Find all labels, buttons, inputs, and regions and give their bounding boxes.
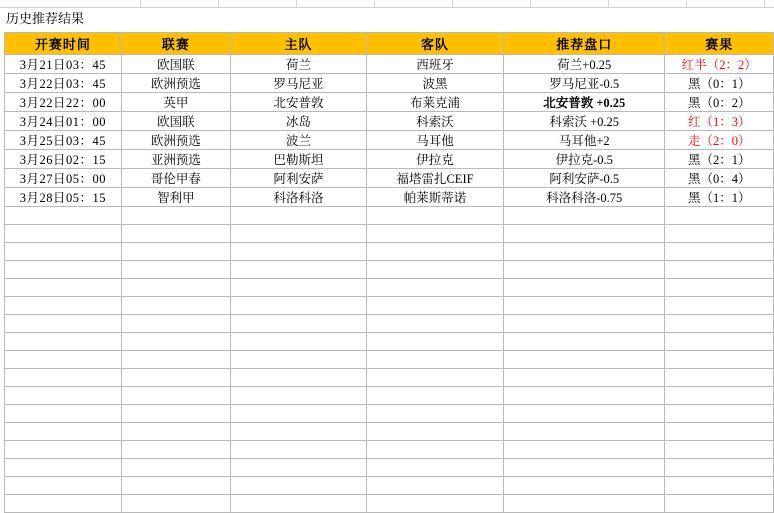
cell-empty[interactable] xyxy=(5,405,122,423)
cell-empty[interactable] xyxy=(366,243,503,261)
cell-empty[interactable] xyxy=(121,441,230,459)
cell-empty[interactable] xyxy=(121,423,230,441)
cell-empty[interactable] xyxy=(665,261,774,279)
column-header-time: 开赛时间 xyxy=(5,33,122,55)
cell-empty[interactable] xyxy=(230,441,366,459)
cell-empty[interactable] xyxy=(504,243,665,261)
cell-home-team[interactable]: 北安普敦 xyxy=(230,93,366,112)
cell-away-team[interactable]: 伊拉克 xyxy=(366,150,503,169)
cell-empty[interactable] xyxy=(5,351,122,369)
cell-empty[interactable] xyxy=(121,459,230,477)
table-row[interactable] xyxy=(5,55,774,74)
column-separator xyxy=(218,0,219,7)
cell-home-team[interactable]: 荷兰 xyxy=(230,55,366,74)
cell-empty[interactable] xyxy=(366,315,503,333)
cell-empty[interactable] xyxy=(230,405,366,423)
cell-empty[interactable] xyxy=(5,495,122,513)
cell-empty[interactable] xyxy=(121,333,230,351)
cell-empty[interactable] xyxy=(5,387,122,405)
cell-empty[interactable] xyxy=(665,405,774,423)
cell-empty[interactable] xyxy=(665,441,774,459)
cell-result[interactable]: 黑（2：1） xyxy=(665,150,774,169)
cell-league[interactable]: 英甲 xyxy=(121,93,230,112)
cell-recommendation[interactable]: 伊拉克-0.5 xyxy=(504,150,665,169)
column-separator xyxy=(374,0,375,7)
cell-empty[interactable] xyxy=(504,405,665,423)
cell-empty[interactable] xyxy=(665,225,774,243)
cell-result[interactable]: 黑（0：4） xyxy=(665,169,774,188)
cell-empty[interactable] xyxy=(121,315,230,333)
cell-empty[interactable] xyxy=(366,387,503,405)
cell-home-team[interactable]: 科洛科洛 xyxy=(230,188,366,207)
cell-empty[interactable] xyxy=(121,243,230,261)
cell-away-team[interactable]: 波黑 xyxy=(366,74,503,93)
cell-empty[interactable] xyxy=(230,495,366,513)
cell-empty[interactable] xyxy=(121,387,230,405)
cell-empty[interactable] xyxy=(121,297,230,315)
cell-empty[interactable] xyxy=(665,387,774,405)
table-row-empty[interactable] xyxy=(5,459,774,477)
cell-empty[interactable] xyxy=(230,423,366,441)
cell-empty[interactable] xyxy=(504,423,665,441)
cell-result[interactable]: 黑（0：1） xyxy=(665,74,774,93)
cell-league[interactable]: 欧洲预选 xyxy=(121,131,230,150)
cell-empty[interactable] xyxy=(504,441,665,459)
cell-empty[interactable] xyxy=(665,459,774,477)
cell-empty[interactable] xyxy=(5,369,122,387)
cell-empty[interactable] xyxy=(665,423,774,441)
cell-result[interactable]: 黑（0：2） xyxy=(665,93,774,112)
cell-recommendation[interactable]: 马耳他+2 xyxy=(504,131,665,150)
cell-time[interactable]: 3月22日03：45 xyxy=(5,74,122,93)
cell-league[interactable]: 欧国联 xyxy=(121,55,230,74)
table-row-empty[interactable] xyxy=(5,477,774,495)
cell-empty[interactable] xyxy=(230,207,366,225)
cell-empty[interactable] xyxy=(504,315,665,333)
cell-empty[interactable] xyxy=(5,261,122,279)
cell-empty[interactable] xyxy=(5,477,122,495)
table-row-empty[interactable] xyxy=(5,279,774,297)
table-row-empty[interactable] xyxy=(5,441,774,459)
column-header-away-team: 客队 xyxy=(366,33,503,55)
page-title: 历史推荐结果 xyxy=(6,11,85,26)
cell-empty[interactable] xyxy=(230,477,366,495)
cell-time[interactable]: 3月27日05：00 xyxy=(5,169,122,188)
cell-recommendation[interactable]: 北安普敦 +0.25 xyxy=(504,93,665,112)
table-row-empty[interactable] xyxy=(5,225,774,243)
cell-empty[interactable] xyxy=(230,333,366,351)
cell-empty[interactable] xyxy=(5,243,122,261)
table-row-empty[interactable] xyxy=(5,495,774,513)
cell-empty[interactable] xyxy=(230,225,366,243)
history-results-table xyxy=(4,32,774,513)
cell-empty[interactable] xyxy=(5,207,122,225)
column-separator xyxy=(608,0,609,7)
column-separator xyxy=(530,0,531,7)
table-body xyxy=(5,55,774,513)
cell-time[interactable]: 3月24日01：00 xyxy=(5,112,122,131)
cell-result[interactable]: 走（2：0） xyxy=(665,131,774,150)
cell-empty[interactable] xyxy=(504,477,665,495)
cell-empty[interactable] xyxy=(665,297,774,315)
cell-time[interactable]: 3月25日03：45 xyxy=(5,131,122,150)
cell-empty[interactable] xyxy=(121,477,230,495)
column-header-home-team: 主队 xyxy=(230,33,366,55)
cell-empty[interactable] xyxy=(504,351,665,369)
cell-empty[interactable] xyxy=(665,315,774,333)
cell-empty[interactable] xyxy=(230,279,366,297)
cell-empty[interactable] xyxy=(230,297,366,315)
cell-empty[interactable] xyxy=(121,279,230,297)
cell-empty[interactable] xyxy=(504,369,665,387)
spreadsheet-area xyxy=(0,32,774,513)
cell-empty[interactable] xyxy=(5,297,122,315)
table-row[interactable] xyxy=(5,188,774,207)
cell-empty[interactable] xyxy=(366,261,503,279)
cell-empty[interactable] xyxy=(504,495,665,513)
cell-home-team[interactable]: 阿利安萨 xyxy=(230,169,366,188)
cell-empty[interactable] xyxy=(121,369,230,387)
cell-empty[interactable] xyxy=(121,495,230,513)
cell-empty[interactable] xyxy=(366,477,503,495)
cell-empty[interactable] xyxy=(121,207,230,225)
cell-empty[interactable] xyxy=(230,351,366,369)
cell-away-team[interactable]: 西班牙 xyxy=(366,55,503,74)
table-row-empty[interactable] xyxy=(5,297,774,315)
cell-empty[interactable] xyxy=(366,225,503,243)
cell-away-team[interactable]: 科索沃 xyxy=(366,112,503,131)
cell-empty[interactable] xyxy=(504,207,665,225)
table-row-empty[interactable] xyxy=(5,387,774,405)
column-header-result: 赛果 xyxy=(665,33,774,55)
cell-empty[interactable] xyxy=(121,405,230,423)
cell-recommendation[interactable]: 荷兰+0.25 xyxy=(504,55,665,74)
table-row[interactable] xyxy=(5,131,774,150)
column-separator xyxy=(452,0,453,7)
cell-empty[interactable] xyxy=(665,243,774,261)
cell-empty[interactable] xyxy=(665,495,774,513)
cell-empty[interactable] xyxy=(366,279,503,297)
cell-league[interactable]: 哥伦甲春 xyxy=(121,169,230,188)
column-header-league: 联赛 xyxy=(121,33,230,55)
cell-recommendation[interactable]: 科洛科洛-0.75 xyxy=(504,188,665,207)
cell-empty[interactable] xyxy=(121,351,230,369)
cell-time[interactable]: 3月26日02：15 xyxy=(5,150,122,169)
table-row[interactable] xyxy=(5,169,774,188)
column-separator xyxy=(686,0,687,7)
cell-empty[interactable] xyxy=(366,441,503,459)
cell-empty[interactable] xyxy=(230,315,366,333)
cell-empty[interactable] xyxy=(504,279,665,297)
cell-empty[interactable] xyxy=(5,315,122,333)
cell-empty[interactable] xyxy=(366,207,503,225)
cell-away-team[interactable]: 布莱克浦 xyxy=(366,93,503,112)
cell-empty[interactable] xyxy=(121,225,230,243)
cell-empty[interactable] xyxy=(366,297,503,315)
cell-empty[interactable] xyxy=(121,261,230,279)
table-row[interactable] xyxy=(5,93,774,112)
cell-empty[interactable] xyxy=(366,351,503,369)
cell-empty[interactable] xyxy=(366,423,503,441)
cell-empty[interactable] xyxy=(665,351,774,369)
table-row-empty[interactable] xyxy=(5,261,774,279)
cell-empty[interactable] xyxy=(665,207,774,225)
table-row-empty[interactable] xyxy=(5,333,774,351)
cell-league[interactable]: 亚洲预选 xyxy=(121,150,230,169)
cell-result[interactable]: 黑（1：1） xyxy=(665,188,774,207)
cell-home-team[interactable]: 波兰 xyxy=(230,131,366,150)
table-row-empty[interactable] xyxy=(5,315,774,333)
cell-recommendation[interactable]: 阿利安萨-0.5 xyxy=(504,169,665,188)
cell-empty[interactable] xyxy=(504,459,665,477)
cell-away-team[interactable]: 马耳他 xyxy=(366,131,503,150)
cell-empty[interactable] xyxy=(5,225,122,243)
cell-result[interactable]: 红（1：3） xyxy=(665,112,774,131)
cell-empty[interactable] xyxy=(504,225,665,243)
cell-empty[interactable] xyxy=(504,297,665,315)
cell-empty[interactable] xyxy=(230,459,366,477)
cell-home-team[interactable]: 罗马尼亚 xyxy=(230,74,366,93)
table-row[interactable] xyxy=(5,74,774,93)
cell-recommendation[interactable]: 罗马尼亚-0.5 xyxy=(504,74,665,93)
cell-empty[interactable] xyxy=(230,387,366,405)
cell-empty[interactable] xyxy=(504,387,665,405)
table-row-empty[interactable] xyxy=(5,369,774,387)
table-row[interactable] xyxy=(5,150,774,169)
table-row-empty[interactable] xyxy=(5,207,774,225)
cell-empty[interactable] xyxy=(504,261,665,279)
cell-empty[interactable] xyxy=(665,279,774,297)
cell-empty[interactable] xyxy=(5,459,122,477)
cell-empty[interactable] xyxy=(5,333,122,351)
cell-empty[interactable] xyxy=(665,369,774,387)
cell-empty[interactable] xyxy=(504,333,665,351)
cell-result[interactable]: 红半（2：2） xyxy=(665,55,774,74)
cell-away-team[interactable]: 帕莱斯蒂诺 xyxy=(366,188,503,207)
cell-empty[interactable] xyxy=(366,369,503,387)
table-row-empty[interactable] xyxy=(5,405,774,423)
cell-league[interactable]: 欧国联 xyxy=(121,112,230,131)
column-separator xyxy=(140,0,141,7)
spreadsheet-column-header-strip xyxy=(0,0,774,8)
cell-empty[interactable] xyxy=(5,441,122,459)
cell-empty[interactable] xyxy=(5,423,122,441)
cell-empty[interactable] xyxy=(665,477,774,495)
cell-empty[interactable] xyxy=(230,369,366,387)
column-separator xyxy=(764,0,765,7)
cell-recommendation[interactable]: 科索沃 +0.25 xyxy=(504,112,665,131)
cell-time[interactable]: 3月21日03：45 xyxy=(5,55,122,74)
cell-time[interactable]: 3月22日22：00 xyxy=(5,93,122,112)
cell-time[interactable]: 3月28日05：15 xyxy=(5,188,122,207)
table-row-empty[interactable] xyxy=(5,351,774,369)
cell-empty[interactable] xyxy=(230,261,366,279)
cell-empty[interactable] xyxy=(665,333,774,351)
column-separator xyxy=(296,0,297,7)
table-row[interactable] xyxy=(5,112,774,131)
cell-home-team[interactable]: 巴勒斯坦 xyxy=(230,150,366,169)
table-row-empty[interactable] xyxy=(5,423,774,441)
cell-away-team[interactable]: 福塔雷扎CEIF xyxy=(366,169,503,188)
column-header-recommendation: 推荐盘口 xyxy=(504,33,665,55)
cell-league[interactable]: 智利甲 xyxy=(121,188,230,207)
cell-empty[interactable] xyxy=(5,279,122,297)
table-header-row xyxy=(5,33,774,55)
cell-empty[interactable] xyxy=(230,243,366,261)
cell-league[interactable]: 欧洲预选 xyxy=(121,74,230,93)
cell-home-team[interactable]: 冰岛 xyxy=(230,112,366,131)
table-row-empty[interactable] xyxy=(5,243,774,261)
cell-empty[interactable] xyxy=(366,405,503,423)
cell-empty[interactable] xyxy=(366,459,503,477)
cell-empty[interactable] xyxy=(366,333,503,351)
cell-empty[interactable] xyxy=(366,495,503,513)
